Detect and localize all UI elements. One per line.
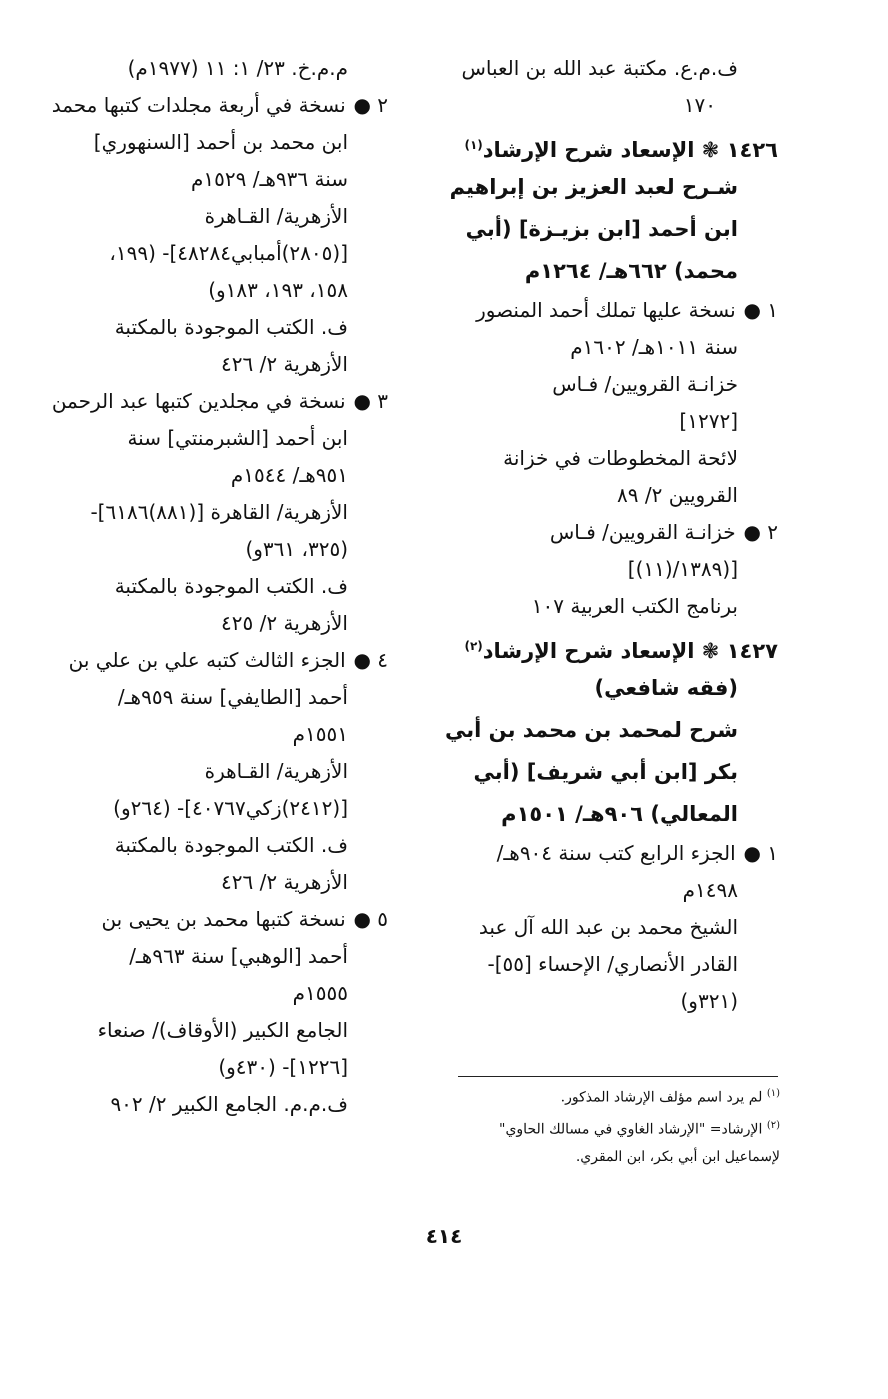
continued-reference: ف.م.ع. مكتبة عبد الله بن العباس bbox=[461, 56, 738, 80]
entry-author-line: بكر [ابن أبي شريف] (أبي bbox=[473, 760, 738, 784]
footnote-ref-1: (١) bbox=[464, 138, 483, 152]
entry-heading-1426 bbox=[448, 124, 778, 166]
footnote-2-continued: لإسماعيل ابن أبي بكر، ابن المقري. bbox=[575, 1149, 780, 1166]
copy-text: الجزء الثالث كتبه علي بن علي بن bbox=[68, 648, 346, 672]
continued-reference: م.م.خ. ٢٣/ ١: ١١ (١٩٧٧م) bbox=[127, 56, 348, 80]
copy-number: ١ ● bbox=[743, 841, 778, 865]
copy-text: ف. الكتب الموجودة بالمكتبة bbox=[114, 574, 348, 598]
copy-text: الشيخ محمد بن عبد الله آل عبد bbox=[478, 915, 738, 939]
footnote-2 bbox=[420, 1112, 780, 1144]
copy-item bbox=[58, 901, 388, 938]
copy-text: الأزهرية ٢/ ٤٢٥ bbox=[221, 611, 348, 635]
footnote-1 bbox=[420, 1080, 780, 1112]
entry-author-line: شرح لمحمد بن محمد بن أبي bbox=[445, 718, 738, 742]
copy-number: ٤ ● bbox=[353, 648, 388, 672]
copy-text: [(٢٨٠٥)أمبابي٤٨٢٨٤]- (١٩٩، bbox=[109, 241, 348, 265]
copy-text: خزانـة القرويين/ فـاس bbox=[549, 520, 736, 544]
copy-text: ١٥٥١م bbox=[292, 722, 348, 746]
footnote-divider bbox=[458, 1076, 778, 1077]
continued-reference-page: ١٧٠ bbox=[683, 93, 716, 117]
copy-text: برنامج الكتب العربية ١٠٧ bbox=[531, 594, 738, 618]
copy-text: ١٥٨، ١٩٣، ١٨٣و) bbox=[208, 278, 348, 302]
copy-text: سنة ٩٣٦هـ/ ١٥٢٩م bbox=[191, 167, 348, 191]
footnote-text: لم يرد اسم مؤلف الإرشاد المذكور. bbox=[560, 1089, 763, 1106]
copy-text: ١٤٩٨م bbox=[682, 878, 738, 902]
copy-text: نسخة كتبها محمد بن يحيى بن bbox=[101, 907, 346, 931]
entry-subject: (فقه شافعي) bbox=[594, 676, 738, 700]
entry-author-line: ابن أحمد [ابن بزيـزة] (أبي bbox=[465, 217, 738, 241]
copy-text: القرويين ٢/ ٨٩ bbox=[617, 483, 738, 507]
copy-text: الأزهرية/ القـاهرة bbox=[204, 759, 348, 783]
copy-text: الأزهرية ٢/ ٤٢٦ bbox=[221, 352, 348, 376]
copy-text: ف. الكتب الموجودة بالمكتبة bbox=[114, 315, 348, 339]
copy-item bbox=[51, 383, 388, 420]
copy-text: نسخة في مجلدين كتبها عبد الرحمن bbox=[51, 389, 346, 413]
copy-text: ابن محمد بن أحمد [السنهوري] bbox=[93, 130, 348, 154]
copy-text: الأزهرية/ القـاهرة bbox=[204, 204, 348, 228]
entry-author-line: شـرح لعبد العزيز بن إبراهيم bbox=[449, 175, 738, 199]
copy-text: نسخة في أربعة مجلدات كتبها محمد bbox=[51, 93, 346, 117]
copy-text: ١٥٥٥م bbox=[292, 981, 348, 1005]
entry-author-date: المعالي) ٩٠٦هـ/ ١٥٠١م bbox=[501, 802, 738, 826]
copy-text: [(٢٤١٢)زكي٤٠٧٦٧]- (٢٦٤و) bbox=[113, 796, 348, 820]
copy-item bbox=[448, 514, 778, 551]
copy-number: ١ ● bbox=[743, 298, 778, 322]
copy-text: أحمد [الطايفي] سنة ٩٥٩هـ/ bbox=[117, 685, 348, 709]
copy-number: ٢ ● bbox=[743, 520, 778, 544]
copy-text: [١٢٢٦]- (٤٣٠و) bbox=[218, 1055, 348, 1079]
footnote-mark: (٢) bbox=[766, 1119, 780, 1131]
entry-title: ١٤٢٦ ❃ الإسعاد شرح الإرشاد bbox=[482, 138, 778, 162]
footnote-ref-2: (٢) bbox=[464, 639, 483, 653]
copy-text: ف. الكتب الموجودة بالمكتبة bbox=[114, 833, 348, 857]
footnote-text: الإرشاد= "الإرشاد الغاوي في مسالك الحاوي" bbox=[499, 1121, 763, 1138]
copy-text: الجزء الرابع كتب سنة ٩٠٤هـ/ bbox=[496, 841, 736, 865]
copy-text: أحمد [الوهبي] سنة ٩٦٣هـ/ bbox=[129, 944, 348, 968]
copy-text: (٣٢٥، ٣٦١و) bbox=[245, 537, 348, 561]
copy-text: نسخة عليها تملك أحمد المنصور bbox=[476, 298, 736, 322]
copy-item bbox=[448, 835, 778, 872]
copy-text: ٩٥١هـ/ ١٥٤٤م bbox=[230, 463, 348, 487]
copy-number: ٣ ● bbox=[353, 389, 388, 413]
right-column bbox=[445, 50, 778, 1020]
copy-item bbox=[448, 292, 778, 329]
copy-text: [(١٣٨٩/(١١)] bbox=[627, 557, 738, 581]
copy-item bbox=[58, 642, 388, 679]
copy-item bbox=[51, 87, 388, 124]
copy-text: (٣٢١و) bbox=[680, 989, 738, 1013]
copy-number: ٥ ● bbox=[353, 907, 388, 931]
page-number: ٤١٤ bbox=[425, 1224, 463, 1248]
entry-heading-1427 bbox=[448, 625, 778, 667]
copy-number: ٢ ● bbox=[353, 93, 388, 117]
left-column bbox=[51, 50, 388, 1123]
copy-text: الأزهرية ٢/ ٤٢٦ bbox=[221, 870, 348, 894]
copy-text: لائحة المخطوطات في خزانة bbox=[503, 446, 738, 470]
copy-text: [١٢٧٢] bbox=[679, 409, 738, 433]
copy-text: القادر الأنصاري/ الإحساء [٥٥]- bbox=[487, 952, 738, 976]
entry-author-date: محمد) ٦٦٢هـ/ ١٢٦٤م bbox=[524, 259, 738, 283]
footnote-mark: (١) bbox=[766, 1088, 780, 1099]
copy-text: سنة ١٠١١هـ/ ١٦٠٢م bbox=[570, 335, 738, 359]
copy-text: ف.م.م. الجامع الكبير ٢/ ٩٠٢ bbox=[110, 1092, 348, 1116]
footnotes bbox=[420, 1080, 780, 1171]
copy-text: ابن أحمد [الشبرمنتي] سنة bbox=[127, 426, 348, 450]
copy-text: الجامع الكبير (الأوقاف)/ صنعاء bbox=[97, 1018, 348, 1042]
copy-text: الأزهرية/ القاهرة [(٨٨١)٦١٨٦]- bbox=[90, 500, 348, 524]
copy-text: خزانـة القرويين/ فـاس bbox=[552, 372, 738, 396]
entry-title: ١٤٢٧ ❃ الإسعاد شرح الإرشاد bbox=[482, 639, 778, 663]
